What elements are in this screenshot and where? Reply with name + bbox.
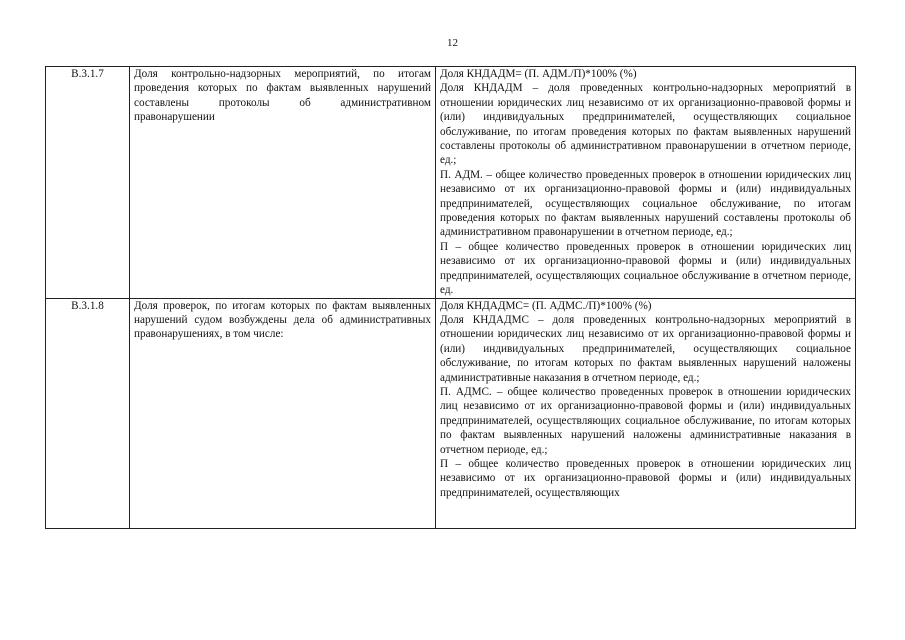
page-number: 12 xyxy=(447,37,458,49)
table-row xyxy=(46,298,856,528)
formula-definition: П. АДМС. – общее количество проведенных проверок в отношении юридических лиц независимо от их организационно-правовой формы и (или) индивидуальных предпринимателей, осуществляющих социальное обслуживание, по итогам которых по фактам выявленных нарушений наложены административные наказания в отчетном периоде, ед.; xyxy=(440,385,851,456)
formula-definition: П – общее количество проведенных проверок в отношении юридических лиц независимо от их организационно-правовой формы и (или) индивидуальных предпринимателей, осуществляющих xyxy=(440,457,851,499)
indicator-formula-cell xyxy=(436,67,856,299)
indicators-table xyxy=(45,66,856,529)
indicator-code: В.3.1.8 xyxy=(46,298,130,528)
indicator-formula: Доля КНДАДМС= (П. АДМС./П)*100% (%) xyxy=(440,299,652,312)
indicator-description: Доля проверок, по итогам которых по фактам выявленных нарушений судом возбуждены дела об административных правонарушениях, в том числе: xyxy=(130,298,436,528)
table-row xyxy=(46,67,856,299)
formula-definition: П – общее количество проведенных проверок в отношении юридических лиц независимо от их организационно-правовой формы и (или) индивидуальных предпринимателей, осуществляющих социальное обслуживание в отчетном периоде, ед. xyxy=(440,240,851,297)
indicator-description: Доля контрольно-надзорных мероприятий, по итогам проведения которых по фактам выявленных нарушений составлены протоколы об административном правонарушении xyxy=(130,67,436,299)
indicator-code: В.3.1.7 xyxy=(46,67,130,299)
formula-definition: Доля КНДАДМ – доля проведенных контрольно-надзорных мероприятий в отношении юридических лиц независимо от их организационно-правовой формы и (или) индивидуальных предпринимателей, осуществляющих социальное обслуживание, по итогам проведения которых по фактам выявленных нарушений составлены протоколы об административном правонарушении в отчетном периоде, ед.; xyxy=(440,82,851,167)
indicator-formula: Доля КНДАДМ= (П. АДМ./П)*100% (%) xyxy=(440,68,637,80)
indicator-formula-cell xyxy=(436,298,856,528)
formula-definition: Доля КНДАДМС – доля проведенных контрольно-надзорных мероприятий в отношении юридических лиц независимо от их организационно-правовой формы и (или) индивидуальных предпринимателей, осуществляющих социальное обслуживание, по итогам которых по фактам выявленных нарушений наложены административные наказания в отчетном периоде, ед.; xyxy=(440,313,851,384)
formula-text-block xyxy=(440,299,851,528)
formula-definition: П. АДМ. – общее количество проведенных проверок в отношении юридических лиц независимо от их организационно-правовой формы и (или) индивидуальных предпринимателей, осуществляющих социальное обслуживание, по итогам проведения которых по фактам выявленных нарушений составлены протоколы об административном правонарушении в отчетном периоде, ед.; xyxy=(440,168,851,239)
